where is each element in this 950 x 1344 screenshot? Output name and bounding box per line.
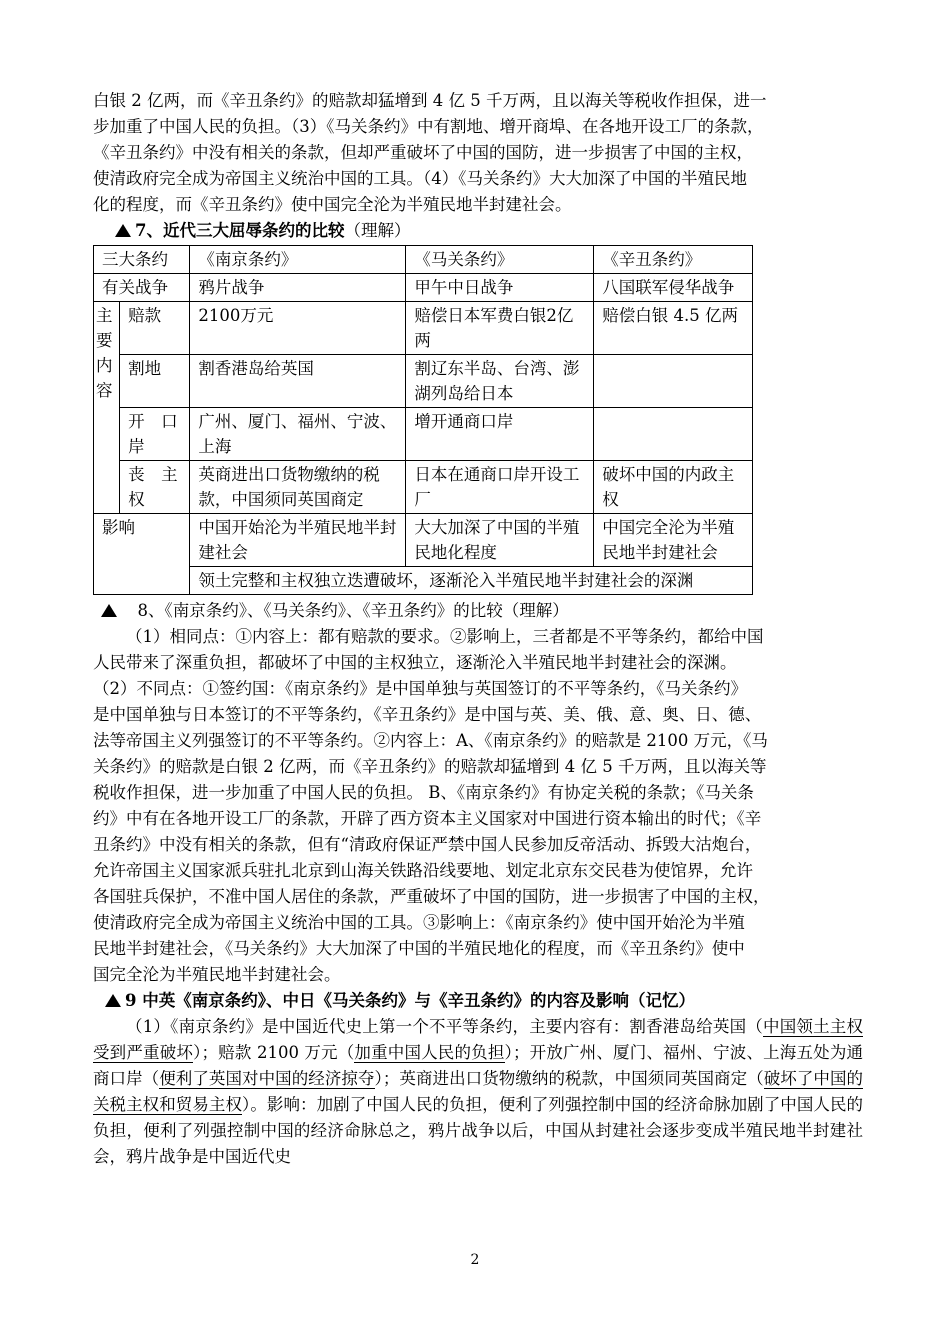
text-span: ）；英商进出口货物缴纳的税款，中国须同英国商定（ (374, 1069, 764, 1088)
table-row (94, 408, 753, 461)
section8-line: 约》中有在各地开设工厂的条款，开辟了西方资本主义国家对中国进行资本输出的时代；《辛 (93, 809, 762, 828)
table-cell: 增开通商口岸 (406, 408, 594, 461)
intro-line: 使清政府完全成为帝国主义统治中国的工具。（4）《马关条约》大大加深了中国的半殖民地 (93, 169, 747, 188)
table-cell: 割香港岛给英国 (190, 355, 406, 408)
underlined-text: 破坏了中国的关税主权和贸易主权 (93, 1069, 864, 1114)
section8-line: 国完全沦为半殖民地半封建社会。 (93, 965, 341, 984)
text-span: ）；赔款 2100 万元（ (193, 1043, 355, 1062)
table-row (94, 246, 753, 274)
table-row (94, 302, 753, 355)
table-row (94, 355, 753, 408)
table-row (94, 274, 753, 302)
table-cell: 割地 (120, 355, 190, 408)
table-cell: 主要内容 (94, 302, 120, 514)
section8-line: 关条约》的赔款是白银 2 亿两，而《辛丑条约》的赔款却猛增到 4 亿 5 千万两，且以海关等 (93, 757, 767, 776)
table-cell: 开 口岸 (120, 408, 190, 461)
intro-line: 《辛丑条约》中没有相关的条款，但却严重破坏了中国的国防，进一步损害了中国的主权， (93, 143, 753, 162)
text-span: （1）《南京条约》是中国近代史上第一个不平等条约，主要内容有：割香港岛给英国（ (126, 1017, 764, 1036)
section8-line: 各国驻兵保护，不准中国人居住的条款，严重破坏了中国的国防，进一步损害了中国的主权， (93, 887, 770, 906)
table-cell: 《马关条约》 (406, 246, 594, 274)
text-span: ）；开放广州、厦门、福州、宁波、上海五处为通商口岸（ (93, 1043, 864, 1088)
section7-heading (93, 218, 863, 244)
section8-line: （2）不同点：①签约国：《南京条约》是中国单独与英国签订的不平等条约，《马关条约》 (93, 679, 747, 698)
section8-line: 税收作担保，进一步加重了中国人民的负担。 B、《南京条约》有协定关税的条款；《马关条 (93, 783, 754, 802)
treaty-comparison-table (93, 245, 753, 595)
table-cell: 中国完全沦为半殖民地半封建社会 (594, 514, 753, 567)
section8-line: 人民带来了深重负担，都破坏了中国的主权独立，逐渐沦入半殖民地半封建社会的深渊。 (93, 653, 737, 672)
intro-line: 白银 2 亿两，而《辛丑条约》的赔款却猛增到 4 亿 5 千万两，且以海关等税收作担保，进一 (93, 91, 767, 110)
table-cell: 中国开始沦为半殖民地半封建社会 (190, 514, 406, 567)
table-cell (594, 355, 753, 408)
table-cell: 割辽东半岛、台湾、澎湖列岛给日本 (406, 355, 594, 408)
table-cell (594, 408, 753, 461)
text-span: ）。影响：加剧了中国人民的负担，便利了列强控制中国的经济命脉加剧了中国人民的负担，便利了列强控制中国的经济命脉总之，鸦片战争以后，中国从封建社会逐步变成半殖民地半封建社会，鸦片战争是中国近代史 (93, 1095, 864, 1166)
intro-line: 步加重了中国人民的负担。（3）《马关条约》中有割地、增开商埠、在各地开设工厂的条款， (93, 117, 764, 136)
table-cell: 甲午中日战争 (406, 274, 594, 302)
table-cell: 大大加深了中国的半殖民地化程度 (406, 514, 594, 567)
table-cell: 影响 (94, 514, 190, 595)
table-cell: 赔偿白银 4.5 亿两 (594, 302, 753, 355)
triangle-icon (105, 994, 121, 1007)
table-cell: 赔偿日本军费白银2亿两 (406, 302, 594, 355)
table-cell: 三大条约 (94, 246, 190, 274)
section9-paragraph (93, 1014, 863, 1170)
triangle-icon (115, 224, 131, 237)
page-number: 2 (470, 1252, 480, 1268)
table-cell: 有关战争 (94, 274, 190, 302)
triangle-icon (101, 604, 117, 617)
table-cell: 赔款 (120, 302, 190, 355)
intro-line: 化的程度，而《辛丑条约》使中国完全沦为半殖民地半封建社会。 (93, 195, 572, 214)
table-cell: 广州、厦门、福州、宁波、上海 (190, 408, 406, 461)
section8-line: 丑条约》中没有相关的条款，但有“清政府保证严禁中国人民参加反帝活动、拆毁大沽炮台， (93, 835, 762, 854)
table-cell: 《南京条约》 (190, 246, 406, 274)
table-cell: 《辛丑条约》 (594, 246, 753, 274)
table-cell: 英商进出口货物缴纳的税款，中国须同英国商定 (190, 461, 406, 514)
table-cell: 鸦片战争 (190, 274, 406, 302)
section8-line: 使清政府完全成为帝国主义统治中国的工具。③影响上：《南京条约》使中国开始沦为半殖 (93, 913, 745, 932)
section9-heading (93, 988, 863, 1014)
section8-title: 8、《南京条约》、《马关条约》、《辛丑条约》的比较（理解） (137, 601, 569, 620)
underlined-text: 中国领土主权受到严重破坏 (93, 1017, 864, 1062)
table-cell: 破坏中国的内政主权 (594, 461, 753, 514)
section8-line: 民地半封建社会，《马关条约》大大加深了中国的半殖民地化的程度，而《辛丑条约》使中 (93, 939, 745, 958)
section8-heading (93, 598, 863, 624)
underlined-text: 便利了英国对中国的经济掠夺 (159, 1069, 375, 1088)
section9-title: 9 中英《南京条约》、中日《马关条约》与《辛丑条约》的内容及影响（记忆） (125, 991, 695, 1010)
section7-tag: （理解） (344, 221, 411, 240)
document-page (93, 88, 863, 1170)
table-cell: 丧 主权 (120, 461, 190, 514)
table-row (94, 461, 753, 514)
section8-line: （1）相同点：①内容上：都有赔款的要求。②影响上，三者都是不平等条约，都给中国 (126, 627, 764, 646)
section8-line: 允许帝国主义国家派兵驻扎北京到山海关铁路沿线要地、划定北京东交民巷为使馆界，允许 (93, 861, 753, 880)
table-cell: 领土完整和主权独立迭遭破坏，逐渐沦入半殖民地半封建社会的深渊 (190, 567, 753, 595)
section7-title: 7、近代三大屈辱条约的比较 (135, 221, 345, 240)
table-cell: 八国联军侵华战争 (594, 274, 753, 302)
section8-line: 是中国单独与日本签订的不平等条约，《辛丑条约》是中国与英、美、俄、意、奥、日、德、 (93, 705, 762, 724)
underlined-text: 加重中国人民的负担 (354, 1043, 505, 1062)
table-row (94, 514, 753, 567)
table-cell: 2100万元 (190, 302, 406, 355)
section8-line: 法等帝国主义列强签订的不平等条约。②内容上：A、《南京条约》的赔款是 2100 万元，《马 (93, 731, 768, 750)
table-row (94, 567, 753, 595)
table-cell: 日本在通商口岸开设工厂 (406, 461, 594, 514)
